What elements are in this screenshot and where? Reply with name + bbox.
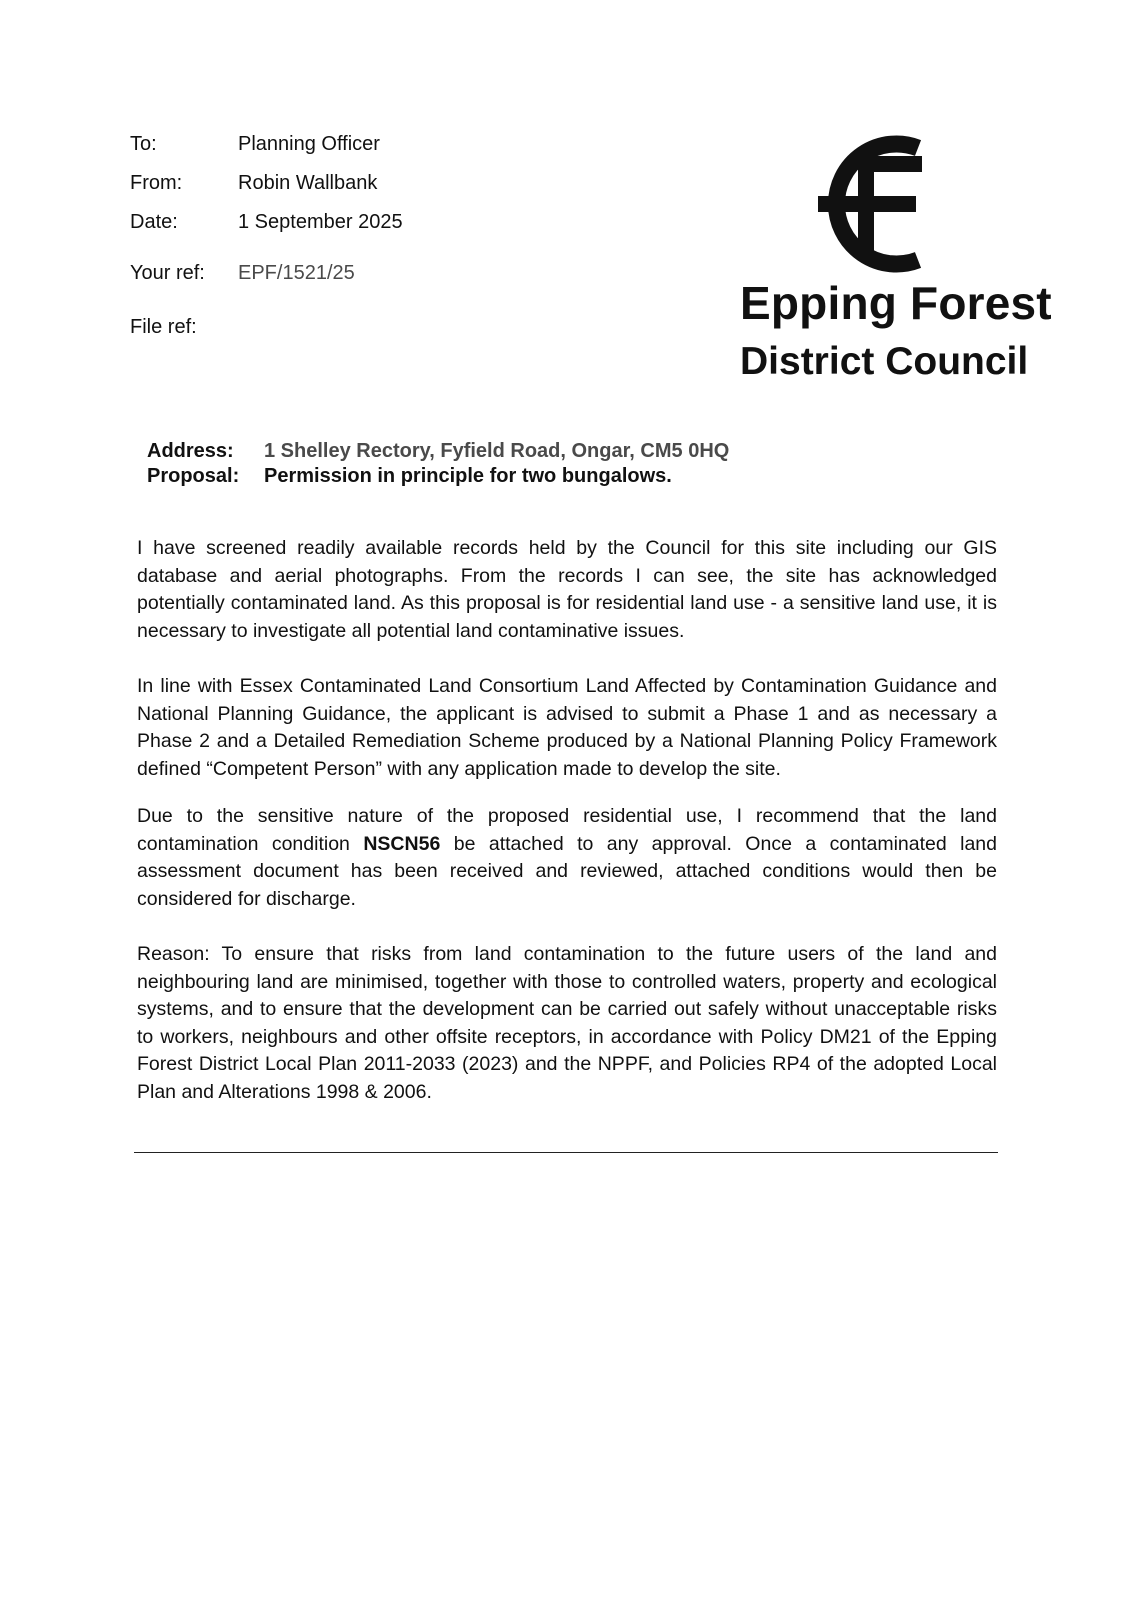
paragraph-screening: I have screened readily available records held by the Council for this site including our GIS database and aerial photographs. From the records I can see, the site has acknowledged potentially contaminated land. As this proposal is for residential land use - a sensitive land use, it is necessary to investigate all potential land contaminative issues. bbox=[137, 537, 997, 642]
proposal-value: Permission in principle for two bungalows. bbox=[264, 465, 672, 487]
paragraph-recommendation bbox=[137, 803, 997, 913]
logo-text-line1: Epping Forest bbox=[740, 277, 1052, 329]
proposal-label: Proposal: bbox=[147, 465, 240, 487]
address-label: Address: bbox=[147, 440, 234, 462]
recommendation-text-start: Due to the sensitive nature of the proposed residential use, I recommend that the land contamination condition bbox=[137, 805, 997, 855]
date-label: Date: bbox=[130, 211, 178, 233]
to-label: To: bbox=[130, 133, 157, 155]
council-logo bbox=[740, 130, 1060, 390]
to-value: Planning Officer bbox=[238, 133, 380, 155]
date-value: 1 September 2025 bbox=[238, 211, 403, 233]
address-value: 1 Shelley Rectory, Fyfield Road, Ongar, CM5 0HQ bbox=[264, 440, 730, 462]
from-label: From: bbox=[130, 172, 183, 194]
file-ref-label: File ref: bbox=[130, 316, 197, 338]
logo-text-line2: District Council bbox=[740, 340, 1029, 383]
paragraph-reason: Reason: To ensure that risks from land contamination to the future users of the land and neighbouring land are minimised, together with those to controlled waters, property and ecological systems, and to ensure that the development can be carried out safely without unacceptable risks to workers, neighbours and other offsite receptors, in accordance with Policy DM21 of the Epping Forest District Local Plan 2011-2033 (2023) and the NPPF, and Policies RP4 of the adopted Local Plan and Alterations 1998 & 2006. bbox=[137, 943, 997, 1103]
from-value: Robin Wallbank bbox=[238, 172, 378, 194]
condition-code: NSCN56 bbox=[363, 832, 441, 855]
your-ref-label: Your ref: bbox=[130, 262, 205, 284]
bottom-divider bbox=[134, 1152, 998, 1153]
paragraph-guidance: In line with Essex Contaminated Land Consortium Land Affected by Contamination Guidance and National Planning Guidance, the applicant is advised to submit a Phase 1 and as necessary a Phase 2 and a Detailed Remediation Scheme produced by a National Planning Policy Framework defined “Competent Person” with any application made to develop the site. bbox=[137, 675, 997, 780]
council-emblem-icon bbox=[810, 134, 930, 274]
your-ref-value: EPF/1521/25 bbox=[238, 262, 355, 284]
recommendation-text-end: be attached to any approval. Once a contaminated land assessment document has been received and reviewed, attached conditions would then be considered for discharge. bbox=[137, 832, 998, 910]
